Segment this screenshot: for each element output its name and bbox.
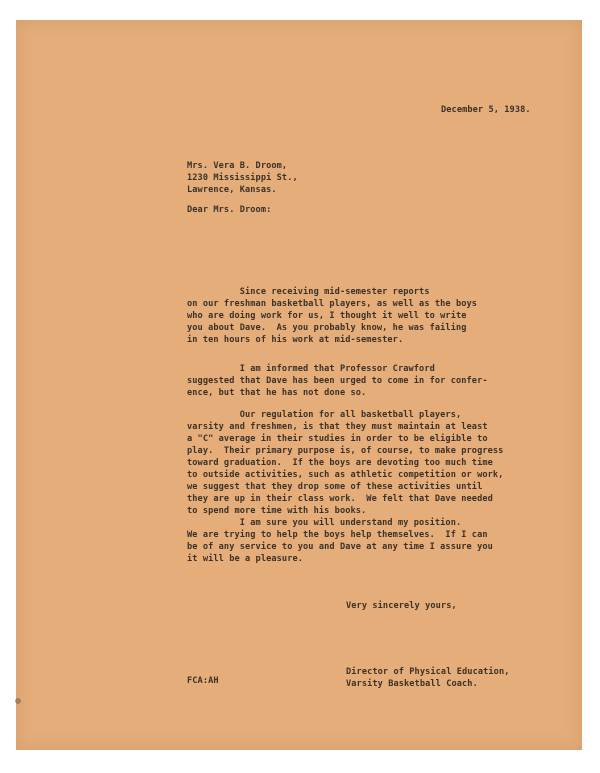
- signature-block: [346, 666, 510, 690]
- salutation: Dear Mrs. Droom:: [187, 205, 272, 215]
- letter-date: December 5, 1938.: [441, 105, 531, 115]
- paragraph-line: in ten hours of his work at mid-semester.: [187, 335, 404, 345]
- paragraph-line: it will be a pleasure.: [187, 554, 304, 564]
- signature-title: Director of Physical Education,: [346, 667, 510, 677]
- body-paragraph-2: [187, 363, 488, 399]
- body-paragraph-4: [187, 517, 493, 565]
- complimentary-closing: Very sincerely yours,: [346, 601, 457, 611]
- paragraph-line: who are doing work for us, I thought it well to write: [187, 311, 467, 321]
- paragraph-line: be of any service to you and Dave at any time I assure you: [187, 542, 493, 552]
- recipient-street: 1230 Mississippi St.,: [187, 173, 298, 183]
- letter-paper: [16, 20, 582, 750]
- paragraph-line: they are up in their class work. We felt that Dave needed: [187, 494, 493, 504]
- recipient-name: Mrs. Vera B. Droom,: [187, 161, 288, 171]
- signature-role: Varsity Basketball Coach.: [346, 679, 478, 689]
- paragraph-line: varsity and freshmen, is that they must maintain at least: [187, 422, 488, 432]
- paragraph-line: I am sure you will understand my position.: [187, 518, 462, 528]
- paragraph-line: a "C" average in their studies in order to be eligible to: [187, 434, 488, 444]
- paragraph-line: Our regulation for all basketball players,: [187, 410, 462, 420]
- paragraph-line: on our freshman basketball players, as well as the boys: [187, 299, 478, 309]
- paragraph-line: to spend more time with his books.: [187, 506, 367, 516]
- paragraph-line: I am informed that Professor Crawford: [187, 364, 435, 374]
- reference-initials: FCA:AH: [187, 676, 219, 686]
- recipient-city: Lawrence, Kansas.: [187, 185, 277, 195]
- paragraph-line: play. Their primary purpose is, of course, to make progress: [187, 446, 504, 456]
- punch-hole-mark: [15, 698, 21, 704]
- paragraph-line: we suggest that they drop some of these activities until: [187, 482, 483, 492]
- paragraph-line: to outside activities, such as athletic competition or work,: [187, 470, 504, 480]
- body-paragraph-3: [187, 409, 503, 517]
- recipient-address: [187, 160, 298, 196]
- paragraph-line: you about Dave. As you probably know, he was failing: [187, 323, 467, 333]
- paragraph-line: ence, but that he has not done so.: [187, 388, 367, 398]
- paragraph-line: We are trying to help the boys help themselves. If I can: [187, 530, 488, 540]
- body-paragraph-1: [187, 286, 477, 346]
- paragraph-line: toward graduation. If the boys are devoting too much time: [187, 458, 493, 468]
- paragraph-line: suggested that Dave has been urged to come in for confer-: [187, 376, 488, 386]
- paragraph-line: Since receiving mid-semester reports: [187, 287, 430, 297]
